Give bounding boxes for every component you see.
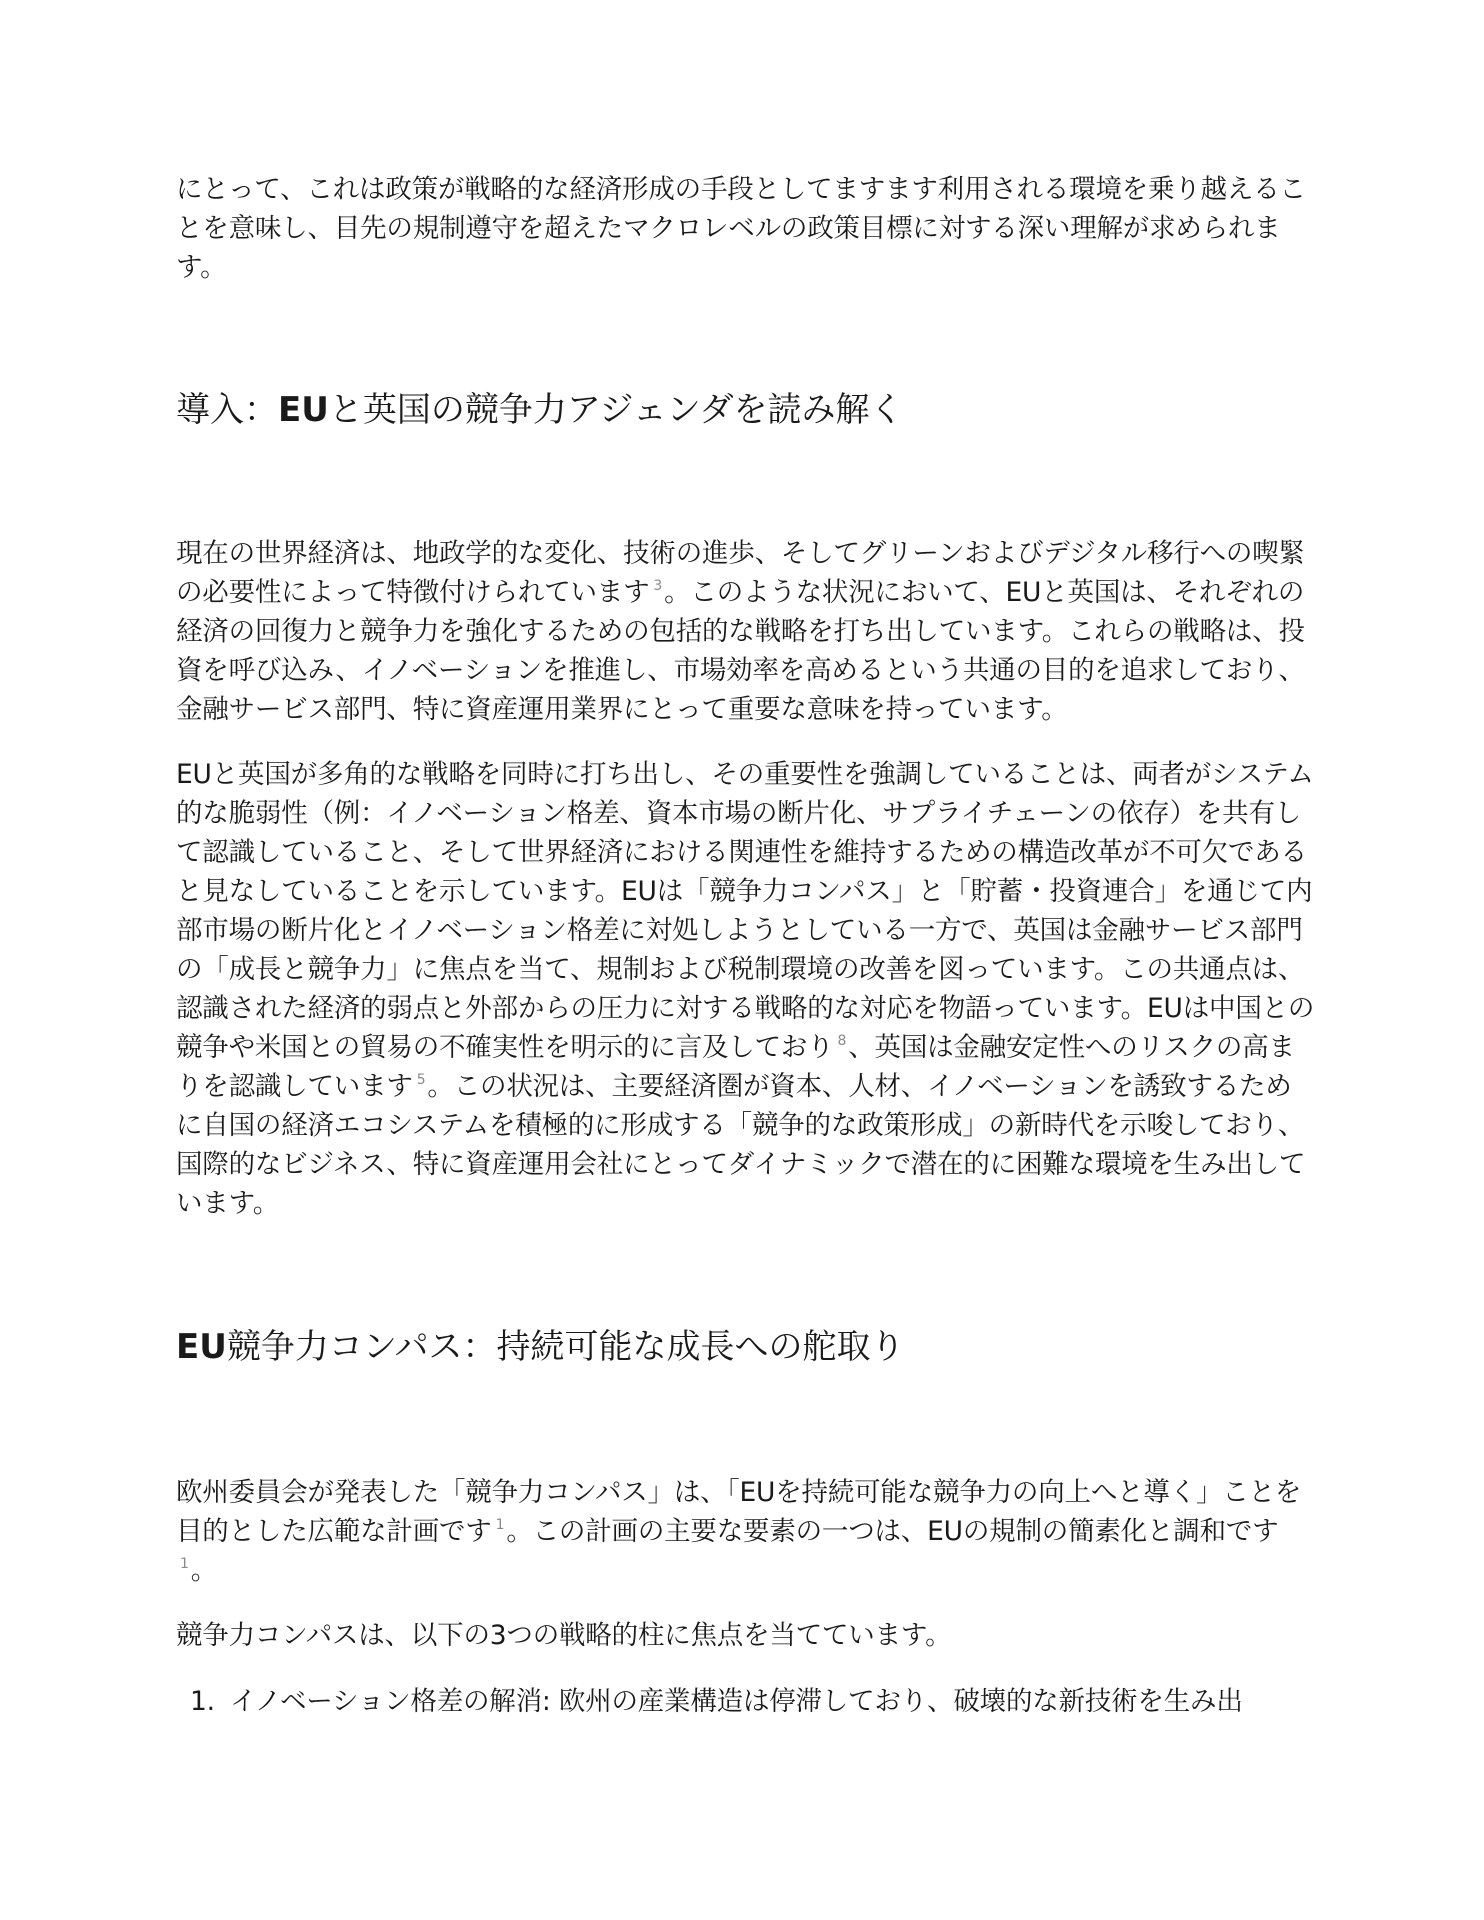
compass-p1-text-b: 。この計画の主要な要素の一つは、EUの規制の簡素化と調和です	[506, 1516, 1279, 1547]
intro-heading	[176, 388, 1316, 432]
intro-paragraph-1	[176, 534, 1316, 729]
intro-p2-text-c: 。この状況は、主要経済圏が資本、人材、イノベーションを誘致するために自国の経済エコシステムを積極的に形成する「競争的な政策形成」の新時代を示唆しており、国際的なビジネス、特に資産運用会社にとってダイナミックで潜在的に困難な環境を生み出しています。	[176, 1071, 1306, 1219]
document-page	[176, 170, 1316, 1721]
footnote-ref[interactable]: 1	[180, 1556, 189, 1572]
strategic-pillars-list	[176, 1682, 1316, 1721]
compass-p1-text-c: 。	[190, 1555, 218, 1586]
intro-p1-text-b: 。このような状況において、EUと英国は、それぞれの経済の回復力と競争力を強化するための包括的な戦略を打ち出しています。これらの戦略は、投資を呼び込み、イノベーションを推進し、市場効率を高めるという共通の目的を追求しており、金融サービス部門、特に資産運用業界にとって重要な意味を持っています。	[176, 577, 1305, 725]
compass-heading-rest: 競争力コンパス：持続可能な成長への舵取り	[226, 1327, 905, 1367]
intro-p1-text-a: 現在の世界経済は、地政学的な変化、技術の進歩、そしてグリーンおよびデジタル移行への喫緊の必要性によって特徴付けられています	[176, 538, 1305, 608]
intro-heading-rest: と英国の競争力アジェンダを読み解く	[328, 390, 904, 430]
compass-heading-eu: EU	[176, 1327, 227, 1367]
intro-heading-prefix: 導入：	[176, 390, 278, 430]
compass-p1-text-a: 欧州委員会が発表した「競争力コンパス」は、「EUを持続可能な競争力の向上へと導く」ことを目的とした広範な計画です	[176, 1477, 1302, 1547]
intro-p2-text-b: 、英国は金融安定性へのリスクの高まりを認識しています	[176, 1032, 1295, 1102]
compass-paragraph-2: 競争力コンパスは、以下の3つの戦略的柱に焦点を当てています。	[176, 1620, 952, 1651]
footnote-ref[interactable]: 8	[837, 1033, 847, 1049]
compass-heading	[176, 1325, 1316, 1369]
intro-p2-text-a: EUと英国が多角的な戦略を同時に打ち出し、その重要性を強調していることは、両者がシステム的な脆弱性（例：イノベーション格差、資本市場の断片化、サプライチェーンの依存）を共有して認識していること、そして世界経済における関連性を維持するための構造改革が不可欠であると見なしていることを示しています。EUは「競争力コンパス」と「貯蓄・投資連合」を通じて内部市場の断片化とイノベーション格差に対処しようとしている一方で、英国は金融サービス部門の「成長と競争力」に焦点を当て、規制および税制環境の改善を図っています。この共通点は、認識された経済的弱点と外部からの圧力に対する戦略的な対応を物語っています。EUは中国との競争や米国との貿易の不確実性を明示的に言及しており	[176, 759, 1315, 1063]
list-item	[176, 1682, 1316, 1721]
intro-paragraph-2	[176, 755, 1316, 1223]
footnote-ref[interactable]: 1	[495, 1517, 505, 1533]
carryover-paragraph: にとって、これは政策が戦略的な経済形成の手段としてますます利用される環境を乗り越えることを意味し、目先の規制遵守を超えたマクロレベルの政策目標に対する深い理解が求められます。	[176, 174, 1306, 283]
footnote-ref[interactable]: 5	[416, 1072, 426, 1088]
list-item-number: 1.	[190, 1686, 215, 1717]
compass-paragraph-1	[176, 1473, 1316, 1590]
footnote-ref[interactable]: 3	[653, 578, 663, 594]
intro-heading-eu: EU	[278, 390, 329, 430]
list-item-text: イノベーション格差の解消: 欧州の産業構造は停滞しており、破壊的な新技術を生み出	[230, 1686, 1243, 1717]
